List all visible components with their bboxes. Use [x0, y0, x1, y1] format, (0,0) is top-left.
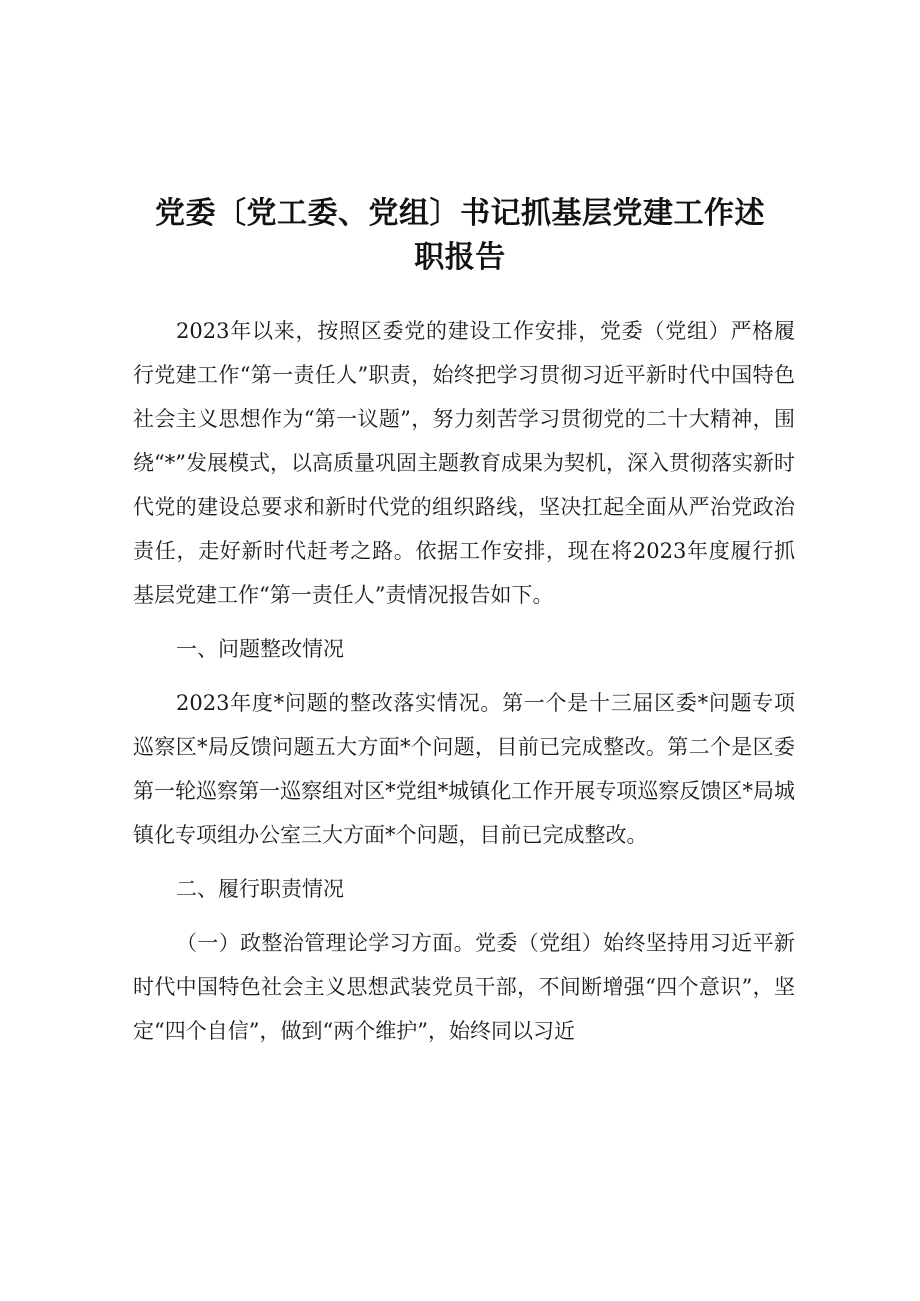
section-2-heading: 二、履行职责情况 — [176, 877, 344, 901]
section-2-paragraph: （一）政整治管理论学习方面。党委（党组）始终坚持用习近平新时代中国特色社会主义思想武装党员干部，不间断增强“四个意识”，坚定“四个自信”，做到“两个维护”，始终同以习近 — [133, 931, 795, 1043]
document-body — [133, 309, 795, 1053]
section-1-paragraph: 2023年度*问题的整改落实情况。第一个是十三届区委*问题专项巡察区*局反馈问题五大方面*个问题，目前已完成整改。第二个是区委第一轮巡察第一巡察组对区*党组*城镇化工作开展专项巡察反馈区*局城镇化专项组办公室三大方面*个问题，目前已完成整改。 — [133, 691, 795, 847]
section-1-heading: 一、问题整改情况 — [176, 637, 344, 661]
title-line-1: 党委〔党工委、党组〕书记抓基层党建工作述 — [155, 196, 765, 231]
title-line-2: 职报告 — [414, 240, 506, 275]
document-title — [120, 192, 800, 280]
intro-paragraph: 2023年以来，按照区委党的建设工作安排，党委（党组）严格履行党建工作“第一责任人”职责，始终把学习贯彻习近平新时代中国特色社会主义思想作为“第一议题”，努力刻苦学习贯彻党的二十大精神，围绕“*”发展模式，以高质量巩固主题教育成果为契机，深入贯彻落实新时代党的建设总要求和新时代党的组织路线，坚决扛起全面从严治党政治责任，走好新时代赶考之路。依据工作安排，现在将2023年度履行抓基层党建工作“第一责任人”责情况报告如下。 — [133, 319, 795, 607]
